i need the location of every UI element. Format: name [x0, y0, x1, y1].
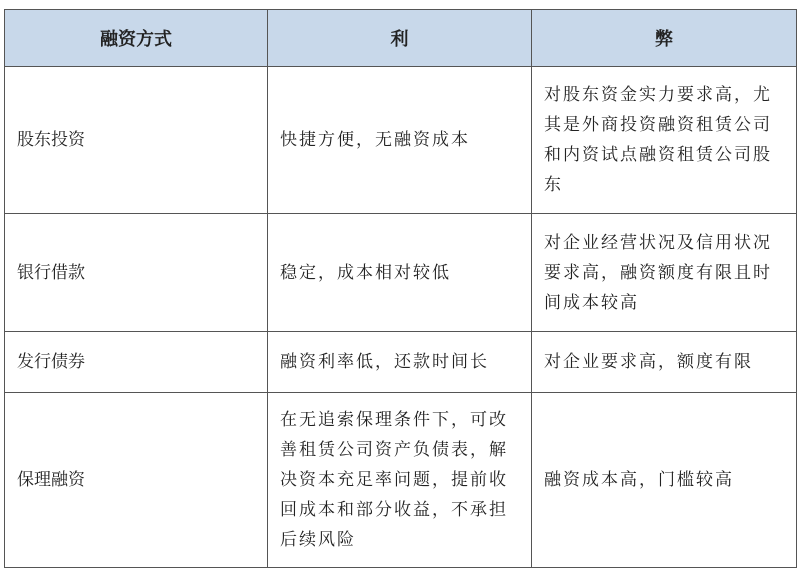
- table-row: [5, 214, 797, 332]
- pros-text: 在无追索保理条件下，可改善租赁公司资产负债表，解决资本充足率问题，提前收回成本和部分收益，不承担后续风险: [280, 410, 508, 550]
- cons-cell: [532, 67, 797, 214]
- cons-text: 对企业要求高，额度有限: [544, 352, 753, 372]
- pros-text: 快捷方便，无融资成本: [280, 130, 470, 150]
- financing-comparison-table: [4, 9, 797, 568]
- pros-cell: [268, 332, 532, 393]
- cons-cell: [532, 393, 797, 568]
- cons-text: 对股东资金实力要求高，尤其是外商投资融资租赁公司和内资试点融资租赁公司股东: [544, 85, 772, 195]
- method-text: 保理融资: [17, 470, 85, 490]
- cons-text: 融资成本高，门槛较高: [544, 470, 734, 490]
- method-text: 发行债券: [17, 352, 85, 372]
- header-financing-method: 融资方式: [5, 10, 268, 67]
- header-row: [5, 10, 797, 67]
- pros-cell: [268, 67, 532, 214]
- table-row: [5, 393, 797, 568]
- pros-cell: [268, 393, 532, 568]
- header-cons: 弊: [532, 10, 797, 67]
- cons-cell: [532, 332, 797, 393]
- method-text: 股东投资: [17, 130, 85, 150]
- cons-text: 对企业经营状况及信用状况要求高，融资额度有限且时间成本较高: [544, 232, 772, 313]
- cons-cell: [532, 214, 797, 332]
- table-row: [5, 67, 797, 214]
- method-cell: [5, 67, 268, 214]
- method-cell: [5, 332, 268, 393]
- header-pros: 利: [268, 10, 532, 67]
- pros-cell: [268, 214, 532, 332]
- method-text: 银行借款: [17, 262, 85, 283]
- method-cell: [5, 393, 268, 568]
- pros-text: 融资利率低，还款时间长: [280, 352, 489, 372]
- method-cell: [5, 214, 268, 332]
- pros-text: 稳定，成本相对较低: [280, 262, 451, 283]
- table-row: [5, 332, 797, 393]
